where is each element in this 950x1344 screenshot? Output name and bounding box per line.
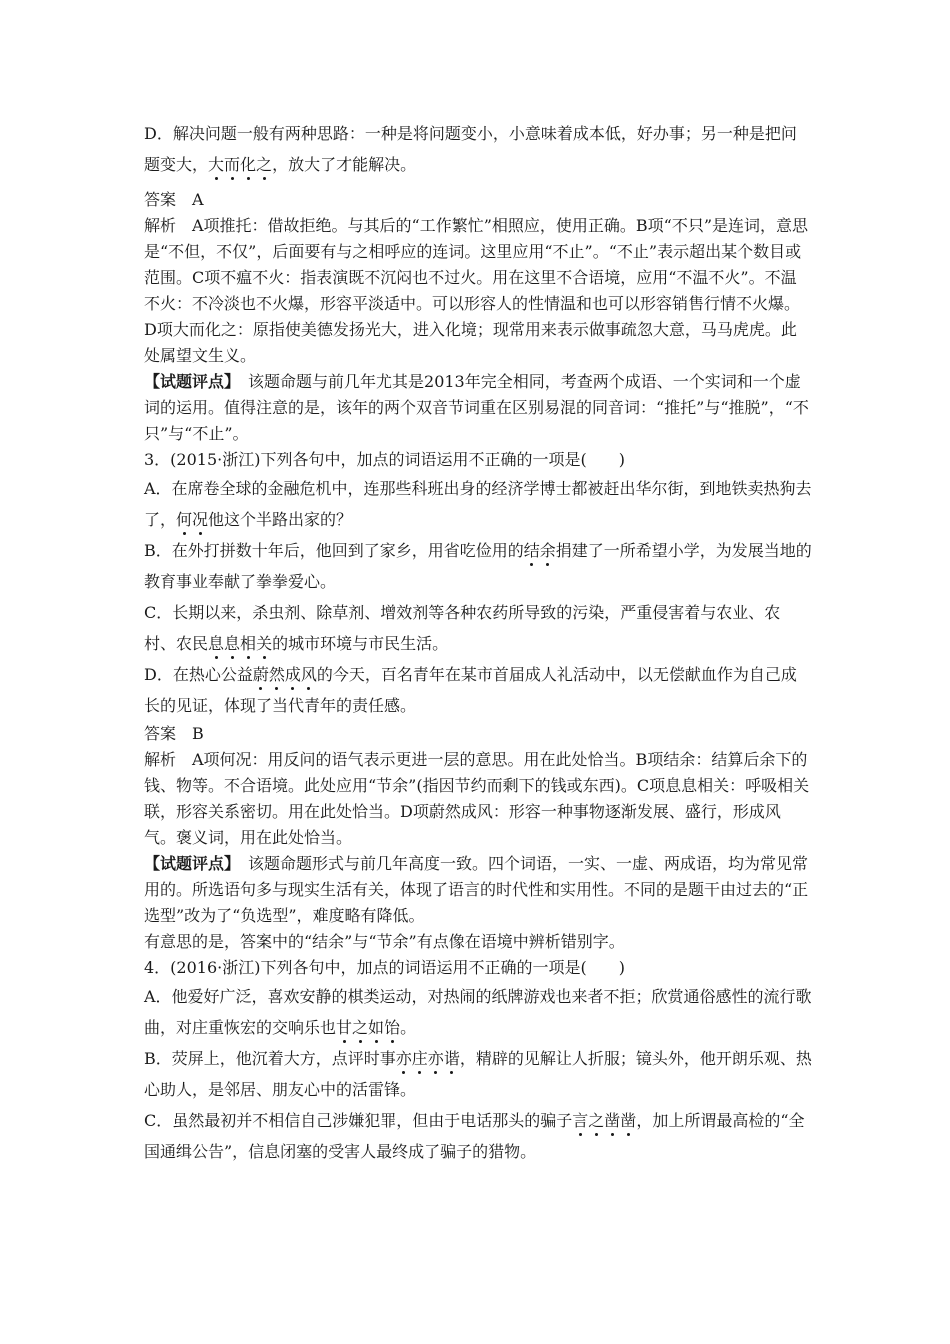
emphasized-term: 蔚然成风 xyxy=(252,665,317,684)
emphasized-term: 言之凿凿 xyxy=(572,1111,637,1130)
text-paragraph xyxy=(144,955,812,981)
comment-tag: 【试题评点】 xyxy=(144,372,233,391)
option-paragraph xyxy=(144,597,812,659)
text-segment: 他这个半路出家的？ xyxy=(208,510,353,529)
text-segment: ，加上所谓最高检的“全国通缉公告”，信息闭塞的受害人最终成了骗子的猎物。 xyxy=(144,1111,805,1161)
text-paragraph xyxy=(144,929,812,955)
text-paragraph xyxy=(144,851,812,929)
text-segment: 解析 A项推托：借故拒绝。与其后的“工作繁忙”相照应，使用正确。B项“不只”是连词，意思是“不但，不仅”，后面要有与之相呼应的连词。这里应用“不止”。“不止”表示超出某个数目或范围。C项不瘟不火：指表演既不沉闷也不过火。用在这里不合语境，应用“不温不火”。不温不火：不冷淡也不火爆，形容平淡适中。可以形容人的性情温和也可以形容销售行情不火爆。D项大而化之：原指使美德发扬光大，进入化境；现常用来表示做事疏忽大意，马马虎虎。此处属望文生义。 xyxy=(144,216,809,365)
text-segment: B．荧屏上，他沉着大方，点评时事 xyxy=(144,1049,396,1068)
text-segment: 解析 A项何况：用反问的语气表示更进一层的意思。用在此处恰当。B项结余：结算后余下的钱、物等。不合语境。此处应用“节余”(指因节约而剩下的钱或东西)。C项息息相关：呼吸相关联，形容关系密切。用在此处恰当。D项蔚然成风：形容一种事物逐渐发展、盛行，形成风气。褒义词，用在此处恰当。 xyxy=(144,750,810,847)
option-paragraph xyxy=(144,659,812,721)
comment-tag: 【试题评点】 xyxy=(144,854,233,873)
text-segment: 4．(2016·浙江)下列各句中，加点的词语运用不正确的一项是( ) xyxy=(144,958,625,977)
text-segment: 。 xyxy=(400,1018,417,1037)
text-paragraph xyxy=(144,213,812,369)
option-paragraph xyxy=(144,473,812,535)
text-paragraph xyxy=(144,187,812,213)
emphasized-term: 甘之如饴 xyxy=(336,1018,401,1037)
option-paragraph xyxy=(144,1105,812,1167)
option-paragraph xyxy=(144,981,812,1043)
text-paragraph xyxy=(144,369,812,447)
emphasized-term: 何况 xyxy=(176,510,209,529)
emphasized-term: 息息相关 xyxy=(208,634,273,653)
emphasized-term: 亦庄亦谐 xyxy=(395,1049,460,1068)
option-paragraph xyxy=(144,118,812,180)
option-paragraph xyxy=(144,535,812,597)
text-segment: 3．(2015·浙江)下列各句中，加点的词语运用不正确的一项是( ) xyxy=(144,450,625,469)
text-segment: 答案 B xyxy=(144,724,204,743)
text-paragraph xyxy=(144,747,812,851)
text-segment: D．在热心公益 xyxy=(144,665,253,684)
text-segment: 该题命题形式与前几年高度一致。四个词语，一实、一虚、两成语，均为常见常用的。所选语句多与现实生活有关，体现了语言的时代性和实用性。不同的是题干由过去的“正选型”改为了“负选型”，难度略有降低。 xyxy=(144,854,809,925)
text-segment: 答案 A xyxy=(144,190,204,209)
text-segment: 的城市环境与市民生活。 xyxy=(272,634,449,653)
text-segment: 有意思的是，答案中的“结余”与“节余”有点像在语境中辨析错别字。 xyxy=(144,932,625,951)
option-paragraph xyxy=(144,1043,812,1105)
text-segment: 该题命题与前几年尤其是2013年完全相同，考查两个成语、一个实词和一个虚词的运用。值得注意的是，该年的两个双音节词重在区别易混的同音词：“推托”与“推脱”，“不只”与“不止”。 xyxy=(144,372,809,443)
emphasized-term: 大而化之 xyxy=(208,155,273,174)
text-segment: A．在席卷全球的金融危机中，连那些科班出身的经济学博士都被赶出华尔街，到地铁卖热狗去了， xyxy=(144,479,812,529)
document-page xyxy=(144,118,812,1167)
text-paragraph xyxy=(144,447,812,473)
text-segment: 的今天，百名青年在某市首届成人礼活动中，以无偿献血作为自己成长的见证，体现了当代青年的责任感。 xyxy=(144,665,797,715)
emphasized-term: 结余 xyxy=(523,541,556,560)
text-segment: D．解决问题一般有两种思路：一种是将问题变小，小意味着成本低，好办事；另一种是把问题变大， xyxy=(144,124,797,174)
text-paragraph xyxy=(144,721,812,747)
text-segment: C．长期以来，杀虫剂、除草剂、增效剂等各种农药所导致的污染，严重侵害着与农业、农村、农民 xyxy=(144,603,781,653)
text-segment: B．在外打拼数十年后，他回到了家乡，用省吃俭用的 xyxy=(144,541,524,560)
text-segment: ，放大了才能解决。 xyxy=(272,155,417,174)
text-segment: 捐建了一所希望小学，为发展当地的教育事业奉献了拳拳爱心。 xyxy=(144,541,812,591)
text-segment: ，精辟的见解让人折服；镜头外，他开朗乐观、热心助人，是邻居、朋友心中的活雷锋。 xyxy=(144,1049,812,1099)
text-segment: A．他爱好广泛，喜欢安静的棋类运动，对热闹的纸牌游戏也来者不拒；欣赏通俗感性的流行歌曲，对庄重恢宏的交响乐也 xyxy=(144,987,812,1037)
text-segment: C．虽然最初并不相信自己涉嫌犯罪，但由于电话那头的骗子 xyxy=(144,1111,573,1130)
